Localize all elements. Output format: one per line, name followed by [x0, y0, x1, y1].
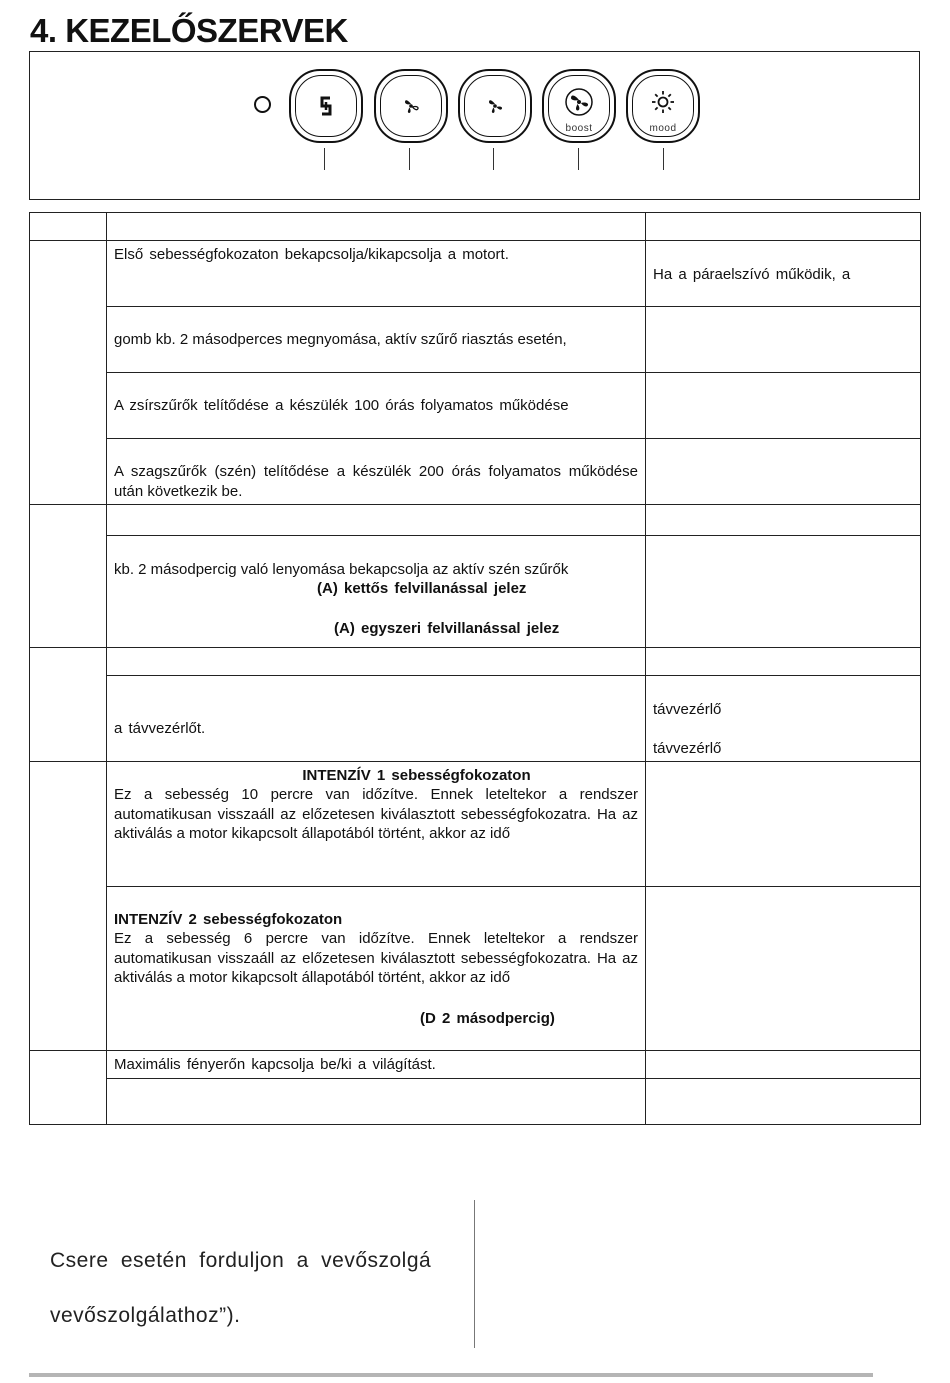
mood-label: mood: [649, 123, 677, 134]
speed-1-note: Ha a páraelszívó működik, a: [653, 266, 851, 283]
replacement-note-line-2: vevőszolgálathoz”).: [50, 1304, 241, 1327]
charcoal-filter-description: A szagszűrők (szén) telítődése a készülék 200 órás folyamatos működése után következik be.: [114, 463, 638, 500]
speed-1-description: Első sebességfokozaton bekapcsolja/kikapcsolja a motort.: [114, 246, 509, 263]
remote-note-1: távvezérlő: [653, 701, 722, 718]
remote-description: a távvezérlőt.: [114, 720, 206, 737]
double-flash-note: (A) kettős felvillanással jelez: [317, 580, 527, 597]
footer-rule: [29, 1373, 873, 1377]
column-divider: [474, 1200, 475, 1348]
boost-label: boost: [565, 123, 593, 134]
intensive-2-note: (D 2 másodpercig): [420, 1010, 555, 1027]
grease-filter-description: A zsírszűrők telítődése a készülék 100 órás folyamatos működése: [114, 397, 569, 414]
intensive-2-description: Ez a sebesség 6 percre van időzítve. Ennek leteltekor a rendszer automatikusan visszaáll az előzetesen kiválasztott sebességfokozatra. Ha az aktiválás a motor kikapcsolt állapotából történt, akkor az idő: [114, 930, 638, 986]
replacement-note-line-1: Csere esetén forduljon a vevőszolgá: [50, 1249, 432, 1272]
single-flash-note: (A) egyszeri felvillanással jelez: [334, 620, 560, 637]
intensive-2-title: INTENZÍV 2 sebességfokozaton: [114, 911, 343, 928]
intensive-1-description: Ez a sebesség 10 percre van időzítve. Ennek leteltekor a rendszer automatikusan visszaáll az előzetesen kiválasztott sebességfokozatra. Ha az aktiválás a motor kikapcsolt állapotából történt, akkor az idő: [114, 786, 638, 842]
charcoal-filter-activation: kb. 2 másodpercig való lenyomása bekapcsolja az aktív szén szűrők: [114, 561, 569, 578]
page-title: 4. KEZELŐSZERVEK: [30, 12, 348, 49]
remote-note-2: távvezérlő: [653, 740, 722, 757]
light-description: Maximális fényerőn kapcsolja be/ki a világítást.: [114, 1056, 436, 1073]
filter-alarm-description: gomb kb. 2 másodperces megnyomása, aktív szűrő riasztás esetén,: [114, 331, 567, 348]
intensive-1-title: INTENZÍV 1 sebességfokozaton: [302, 767, 531, 784]
